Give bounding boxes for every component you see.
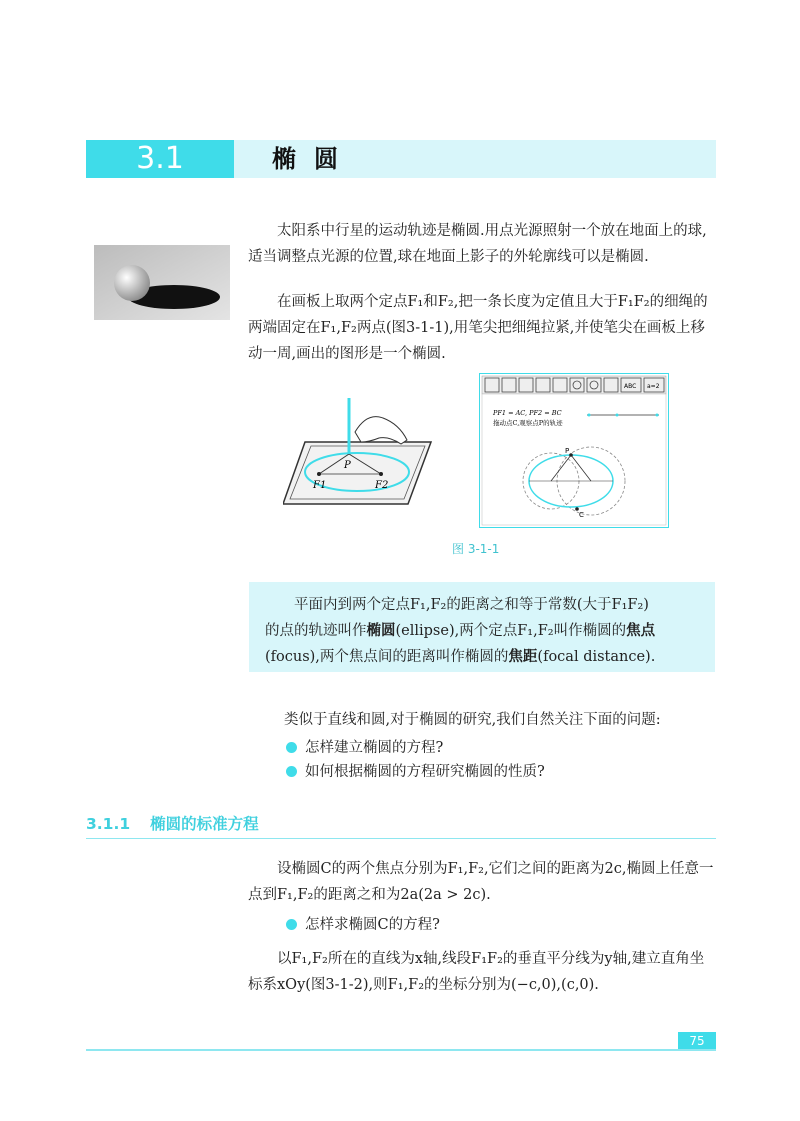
geometry-software-figure [479, 373, 669, 528]
relation-text: PF1 = AC, PF2 = BC [493, 409, 562, 417]
footer-line [86, 1049, 716, 1051]
ball-shadow-photo [94, 245, 230, 320]
definition-line-2: 的点的轨迹叫作椭圆(ellipse),两个定点F₁,F₂叫作椭圆的焦点 [265, 623, 656, 639]
bullet-item: 怎样求椭圆C的方程? [286, 915, 440, 935]
bullet-item: 如何根据椭圆的方程研究椭圆的性质? [286, 762, 545, 782]
section-number: 3.1 [136, 141, 184, 176]
body-paragraph-2: 以F₁,F₂所在的直线为x轴,线段F₁F₂的垂直平分线为y轴,建立直角坐标系xOy(图3-1-2),则F₁,F₂的坐标分别为(−c,0),(c,0). [248, 951, 705, 993]
figure-caption: 图 3-1-1 [452, 542, 500, 556]
term-focus: 焦点 [626, 623, 656, 639]
instruction-text: 拖动点C,观察点P的轨迹 [493, 419, 563, 427]
label-f1: F1 [313, 480, 327, 491]
definition-text [265, 592, 710, 670]
body-paragraph-1: 设椭圆C的两个焦点分别为F₁,F₂,它们之间的距离为2c,椭圆上任意一点到F₁,F₂的距离之和为2a(2a > 2c). [248, 861, 714, 903]
label-f2: F2 [375, 480, 389, 491]
bullet-dot-icon [286, 766, 297, 777]
definition-line-3: (focus),两个焦点间的距离叫作椭圆的焦距(focal distance). [265, 649, 656, 665]
bullet-item: 怎样建立椭圆的方程? [286, 738, 443, 758]
intro-paragraph-1: 太阳系中行星的运动轨迹是椭圆.用点光源照射一个放在地面上的球,适当调整点光源的位置,球在地面上影子的外轮廓线可以是椭圆. [248, 223, 707, 265]
page-number: 75 [689, 1034, 705, 1048]
subsection-divider [86, 838, 716, 839]
term-focal-distance: 焦距 [508, 649, 538, 665]
label-point-c: C [579, 511, 584, 519]
section-title: 椭圆 [272, 144, 356, 173]
toolbar-ab2: a=2 [647, 383, 660, 390]
bullet-dot-icon [286, 919, 297, 930]
subsection-heading: 3.1.1 椭圆的标准方程 [86, 815, 259, 833]
label-point-p: P [565, 447, 570, 455]
intro-paragraph-2: 在画板上取两个定点F₁和F₂,把一条长度为定值且大于F₁F₂的细绳的两端固定在F₁,F₂两点(图3-1-1),用笔尖把细绳拉紧,并使笔尖在画板上移动一周,画出的图形是一个椭圆. [248, 294, 708, 362]
drawing-board-figure [283, 398, 433, 508]
label-p: P [344, 460, 351, 471]
bullet-dot-icon [286, 742, 297, 753]
toolbar-abc: ABC [624, 383, 637, 390]
definition-line-1: 平面内到两个定点F₁,F₂的距离之和等于常数(大于F₁F₂) [294, 597, 649, 613]
term-ellipse: 椭圆 [366, 623, 396, 639]
question-intro: 类似于直线和圆,对于椭圆的研究,我们自然关注下面的问题: [284, 712, 661, 728]
